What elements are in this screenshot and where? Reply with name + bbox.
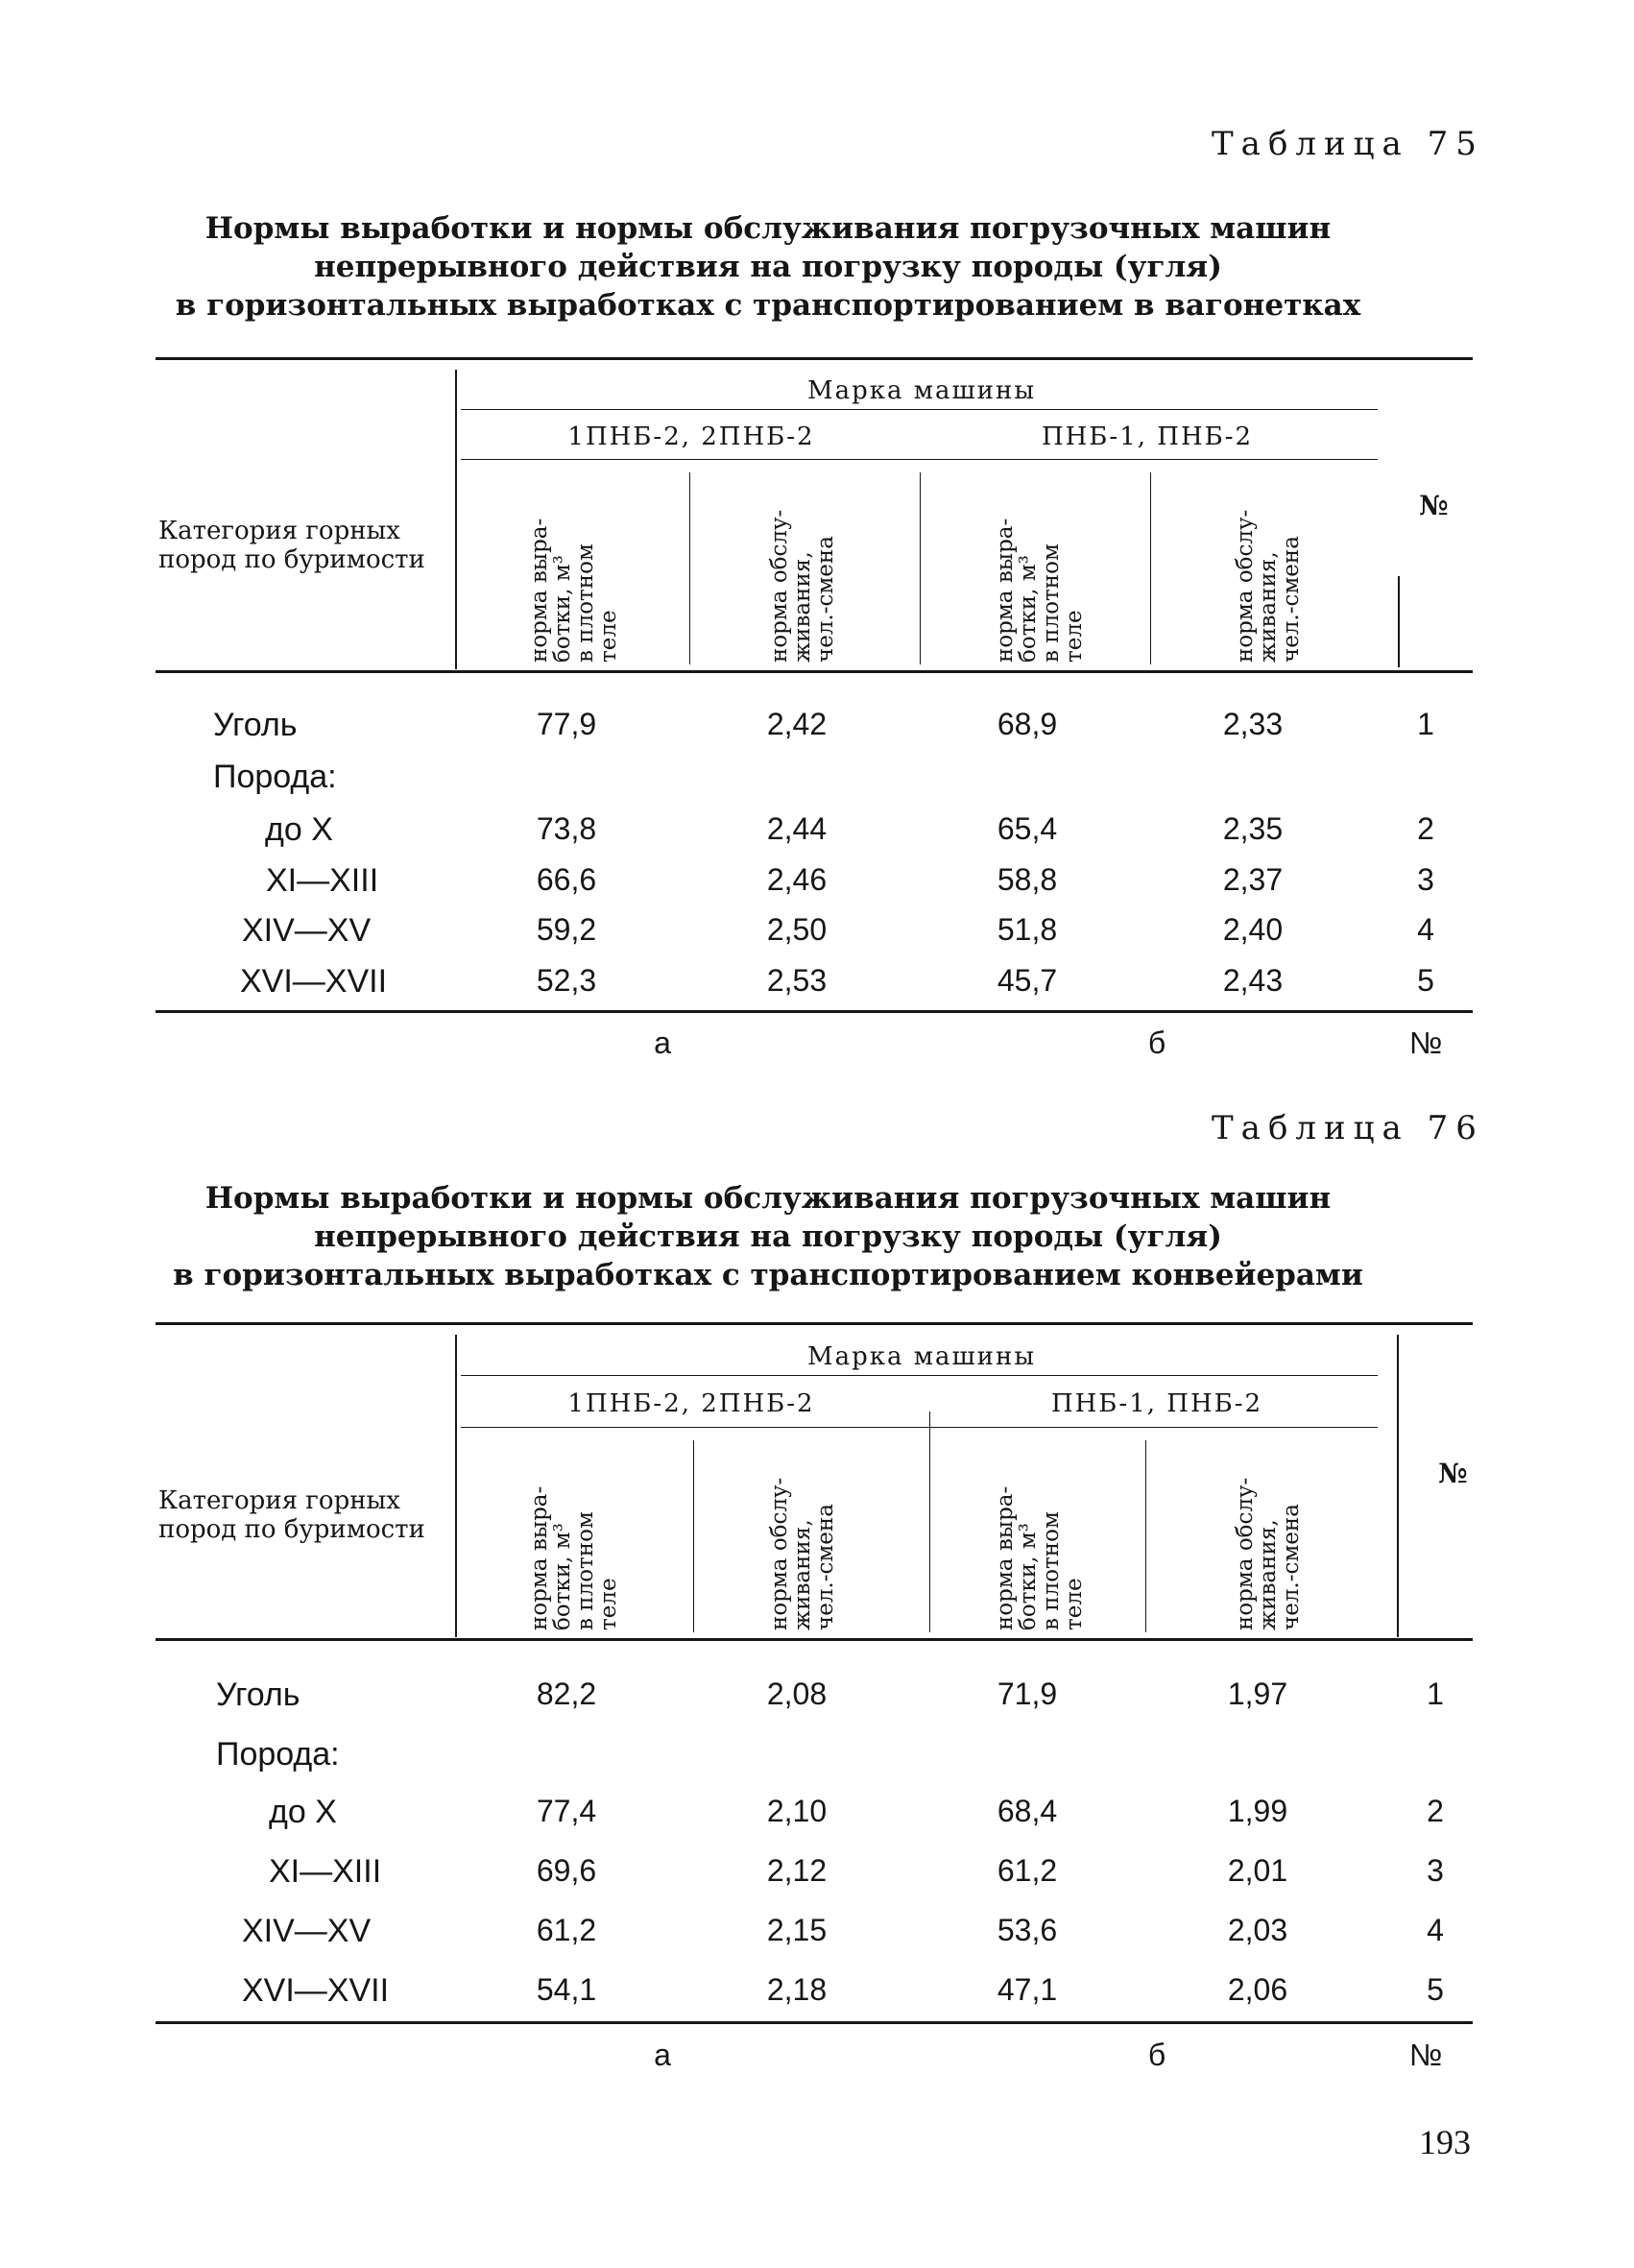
cell-value: 2,46: [766, 862, 828, 897]
row-number: 2: [1417, 811, 1434, 846]
row-number: 4: [1417, 912, 1434, 947]
table-top-rule: [156, 1322, 1473, 1325]
subheader-service: норма обслу- живания, чел.-смена: [767, 1477, 838, 1630]
row-label: XIV—XV: [242, 912, 372, 949]
group-header: ПНБ-1, ПНБ-2: [1041, 422, 1254, 451]
cell-value: 66,6: [536, 862, 597, 897]
cell-value: 2,15: [766, 1913, 828, 1947]
group-rule: [461, 459, 1378, 460]
table-title: [163, 209, 1373, 325]
table-bottom-rule: [156, 2021, 1473, 2024]
row-label: Уголь: [216, 1677, 300, 1713]
brand-rule: [461, 1375, 1378, 1376]
col-divider: [693, 1440, 694, 1632]
row-label: Порода:: [213, 759, 337, 795]
cell-value: 61,2: [536, 1913, 597, 1947]
page-number: 193: [1419, 2123, 1471, 2161]
cell-value: 2,44: [766, 811, 828, 846]
category-header: Категория горных пород по буримости: [158, 517, 425, 574]
cell-value: 52,3: [536, 963, 597, 998]
table-title: [163, 1179, 1373, 1294]
subheader-output: норма выра- ботки, м³ в плотном теле: [527, 518, 621, 663]
cell-value: 73,8: [536, 811, 597, 846]
cell-value: 1,99: [1227, 1794, 1288, 1828]
cell-value: 68,4: [997, 1794, 1058, 1828]
brand-header: Марка машины: [806, 1342, 1037, 1371]
no-header: №: [1419, 490, 1449, 521]
row-label: XVI—XVII: [240, 963, 388, 1000]
footer-label: №: [1408, 2038, 1443, 2072]
cell-value: 47,1: [997, 1972, 1058, 2007]
cell-value: 2,03: [1227, 1913, 1288, 1947]
header-divider: [455, 370, 457, 669]
cell-value: 2,33: [1222, 707, 1284, 741]
title-line: в горизонтальных выработках с транспортированием в вагонетках: [175, 288, 1361, 323]
cell-value: 77,9: [536, 707, 597, 741]
cell-value: 65,4: [997, 811, 1058, 846]
cell-value: 2,53: [766, 963, 828, 998]
cell-value: 2,12: [766, 1853, 828, 1888]
header-bottom-rule: [156, 670, 1473, 673]
row-number: 3: [1427, 1853, 1444, 1888]
row-label: Уголь: [213, 707, 298, 743]
row-label: Порода:: [216, 1736, 340, 1773]
cell-value: 2,40: [1222, 912, 1284, 947]
row-label: XI—XIII: [269, 1853, 382, 1890]
table-top-rule: [156, 357, 1473, 360]
col-divider: [929, 1411, 930, 1632]
footer-label: №: [1408, 1025, 1443, 1060]
row-label: XVI—XVII: [242, 1972, 390, 2009]
cell-value: 2,42: [766, 707, 828, 741]
cell-value: 69,6: [536, 1853, 597, 1888]
cell-value: 2,35: [1222, 811, 1284, 846]
cell-value: 2,18: [766, 1972, 828, 2007]
cell-value: 2,50: [766, 912, 828, 947]
header-bottom-rule: [156, 1638, 1473, 1641]
group-rule: [461, 1427, 1378, 1428]
cell-value: 53,6: [997, 1913, 1058, 1947]
cell-value: 59,2: [536, 912, 597, 947]
table-label: Таблица 76: [1212, 1109, 1484, 1147]
row-label: до X: [265, 811, 333, 848]
no-header: №: [1438, 1458, 1468, 1489]
col-divider: [1398, 576, 1400, 667]
subheader-output: норма выра- ботки, м³ в плотном теле: [527, 1485, 621, 1630]
col-divider: [920, 472, 921, 664]
row-number: 2: [1427, 1794, 1444, 1828]
footer-label: а: [654, 2038, 671, 2072]
row-number: 5: [1417, 963, 1434, 998]
subheader-output: норма выра- ботки, м³ в плотном теле: [993, 518, 1087, 663]
group-header: 1ПНБ-2, 2ПНБ-2: [567, 422, 815, 451]
col-divider: [1150, 472, 1151, 664]
title-line: непрерывного действия на погрузку породы (угля): [314, 1219, 1222, 1254]
subheader-service: норма обслу- живания, чел.-смена: [1233, 1477, 1304, 1630]
cell-value: 45,7: [997, 963, 1058, 998]
header-divider: [1397, 1335, 1399, 1637]
footer-label: б: [1147, 1025, 1166, 1060]
cell-value: 54,1: [536, 1972, 597, 2007]
cell-value: 61,2: [997, 1853, 1058, 1888]
row-label: до X: [269, 1794, 337, 1830]
cell-value: 2,10: [766, 1794, 828, 1828]
footer-label: б: [1147, 2038, 1166, 2072]
row-number: 4: [1427, 1913, 1444, 1947]
brand-header: Марка машины: [806, 376, 1037, 405]
subheader-service: норма обслу- живания, чел.-смена: [1233, 509, 1304, 663]
col-divider: [689, 472, 690, 664]
subheader-output: норма выра- ботки, м³ в плотном теле: [993, 1485, 1087, 1630]
table-label: Таблица 75: [1212, 125, 1484, 163]
cell-value: 2,06: [1227, 1972, 1288, 2007]
header-divider: [455, 1335, 457, 1637]
title-line: Нормы выработки и нормы обслуживания погрузочных машин: [204, 211, 1332, 246]
title-line: непрерывного действия на погрузку породы (угля): [314, 250, 1222, 284]
cell-value: 2,43: [1222, 963, 1284, 998]
col-divider: [1145, 1440, 1146, 1632]
brand-rule: [461, 409, 1378, 410]
title-line: Нормы выработки и нормы обслуживания погрузочных машин: [204, 1181, 1332, 1216]
row-number: 1: [1427, 1677, 1444, 1711]
group-header: 1ПНБ-2, 2ПНБ-2: [567, 1389, 815, 1418]
group-header: ПНБ-1, ПНБ-2: [1050, 1389, 1263, 1418]
cell-value: 2,37: [1222, 862, 1284, 897]
row-number: 1: [1417, 707, 1434, 741]
category-header: Категория горных пород по буримости: [158, 1486, 425, 1544]
row-number: 5: [1427, 1972, 1444, 2007]
cell-value: 82,2: [536, 1677, 597, 1711]
cell-value: 2,08: [766, 1677, 828, 1711]
cell-value: 2,01: [1227, 1853, 1288, 1888]
row-label: XI—XIII: [266, 862, 379, 899]
cell-value: 77,4: [536, 1794, 597, 1828]
title-line: в горизонтальных выработках с транспортированием конвейерами: [173, 1258, 1363, 1292]
cell-value: 1,97: [1227, 1677, 1288, 1711]
footer-label: а: [654, 1025, 671, 1060]
cell-value: 58,8: [997, 862, 1058, 897]
row-label: XIV—XV: [242, 1913, 372, 1949]
cell-value: 71,9: [997, 1677, 1058, 1711]
cell-value: 68,9: [997, 707, 1058, 741]
row-number: 3: [1417, 862, 1434, 897]
table-bottom-rule: [156, 1010, 1473, 1013]
cell-value: 51,8: [997, 912, 1058, 947]
subheader-service: норма обслу- живания, чел.-смена: [767, 509, 838, 663]
